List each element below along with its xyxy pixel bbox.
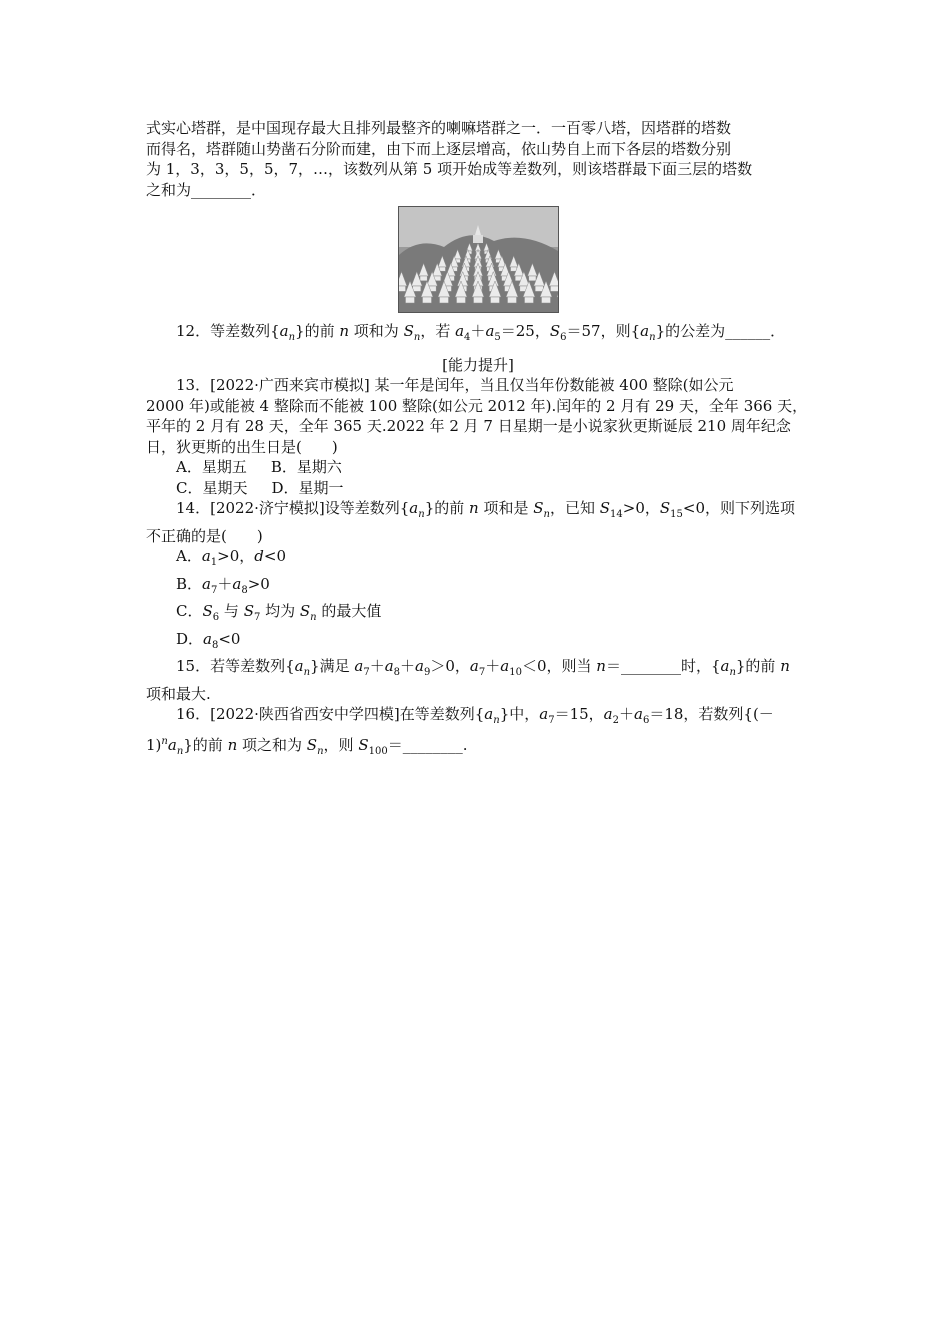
pagoda-base bbox=[528, 276, 535, 281]
pagoda-base bbox=[550, 286, 558, 291]
q13-option-b[interactable]: B．星期六 bbox=[270, 458, 342, 476]
intro-line-4: 之和为________． bbox=[146, 180, 267, 199]
pagoda-base bbox=[473, 297, 482, 303]
pagoda-base bbox=[507, 297, 516, 303]
section-title: [能力提升] bbox=[442, 355, 514, 374]
pagoda-base bbox=[422, 297, 431, 303]
q13-line-2: 2000 年)或能被 4 整除而不能被 100 整除(如公元 2012 年).闰年的 2 月有 29 天，全年 366 天， bbox=[146, 396, 808, 415]
pagoda-base bbox=[535, 286, 543, 291]
q13-options-cd bbox=[146, 478, 810, 499]
q13-options-ab bbox=[146, 457, 810, 478]
q16-line-1: 16．[2022·陕西省西安中学四模]在等差数列$\{a_n\}$中，$a_7=15$，$a_2+a_6=18$，若数列{(－ bbox=[176, 705, 774, 726]
q13-line-4: 日，狄更斯的出生日是( ) bbox=[146, 437, 338, 456]
q14-option-c[interactable]: C．$S_6$ 与 $S_7$ 均为 $S_n$ 的最大值 bbox=[176, 602, 382, 623]
q14-option-d[interactable]: D．$a_8<0$ bbox=[176, 629, 241, 651]
question-12: 12．等差数列$\{a_n\}$的前 n 项和为 $S_n$，若 $a_4+a_5=25$，$S_6=57$，则$\{a_n\}$的公差为______． bbox=[176, 322, 786, 343]
intro-line-3: 为 1，3，3，5，5，7，…，该数列从第 5 项开始成等差数列，则该塔群最下面三层的塔数 bbox=[146, 160, 753, 178]
pagoda-base bbox=[524, 297, 533, 303]
q14-option-b[interactable]: B．$a_7+a_8>0$ bbox=[176, 574, 270, 596]
pagoda-base bbox=[399, 286, 406, 291]
pagoda-base bbox=[412, 286, 420, 291]
intro-line-1: 式实心塔群，是中国现存最大且排列最整齐的喇嘛塔群之一．一百零八塔，因塔群的塔数 bbox=[146, 119, 732, 137]
pagoda-base bbox=[439, 297, 448, 303]
q16-line-2: $1)^na_n$}的前 n 项之和为 $S_n$，则 $S_{100}=\_\_\_\_\_\_\_\_$. bbox=[146, 735, 468, 757]
pagoda-base bbox=[490, 297, 499, 303]
q13-line-3: 平年的 2 月有 28 天，全年 365 天.2022 年 2 月 7 日星期一是小说家狄更斯诞辰 210 周年纪念 bbox=[146, 417, 791, 435]
q15-line-2: 项和最大. bbox=[146, 684, 211, 703]
q15-line-1: 15．若等差数列$\{a_n\}$满足 $a_7+a_8+a_9>0$，$a_7+a_{10}<0$，则当 n＝________时，$\{a_n\}$的前 n bbox=[176, 657, 790, 678]
intro-line-2: 而得名，塔群随山势凿石分阶而建，由下而上逐层增高，依山势自上而下各层的塔数分别 bbox=[146, 139, 732, 158]
pagoda-group-photo bbox=[398, 206, 559, 313]
q14-line-2: 不正确的是( ) bbox=[146, 526, 263, 545]
q13-option-a[interactable]: A．星期五 bbox=[176, 458, 247, 476]
pagoda-base bbox=[405, 297, 414, 303]
q13-option-d[interactable]: D．星期一 bbox=[271, 478, 344, 497]
q14-option-a[interactable]: A．$a_1>0$，d<0 bbox=[176, 547, 287, 568]
document-page bbox=[146, 118, 810, 762]
pagoda-base bbox=[420, 276, 427, 281]
q13-option-c[interactable]: C．星期天 bbox=[176, 478, 248, 497]
pagoda-base bbox=[541, 297, 550, 303]
pagoda-base bbox=[456, 297, 465, 303]
q14-line-1: 14．[2022·济宁模拟]设等差数列$\{a_n\}$的前 n 项和是 $S_n$，已知 $S_{14}>0$，$S_{15}<0$，则下列选项 bbox=[176, 499, 796, 520]
q13-line-1: 13．[2022·广西来宾市模拟] 某一年是闰年，当且仅当年份数能被 400 整除(如公元 bbox=[176, 376, 734, 394]
pagoda-illustration bbox=[399, 207, 558, 312]
